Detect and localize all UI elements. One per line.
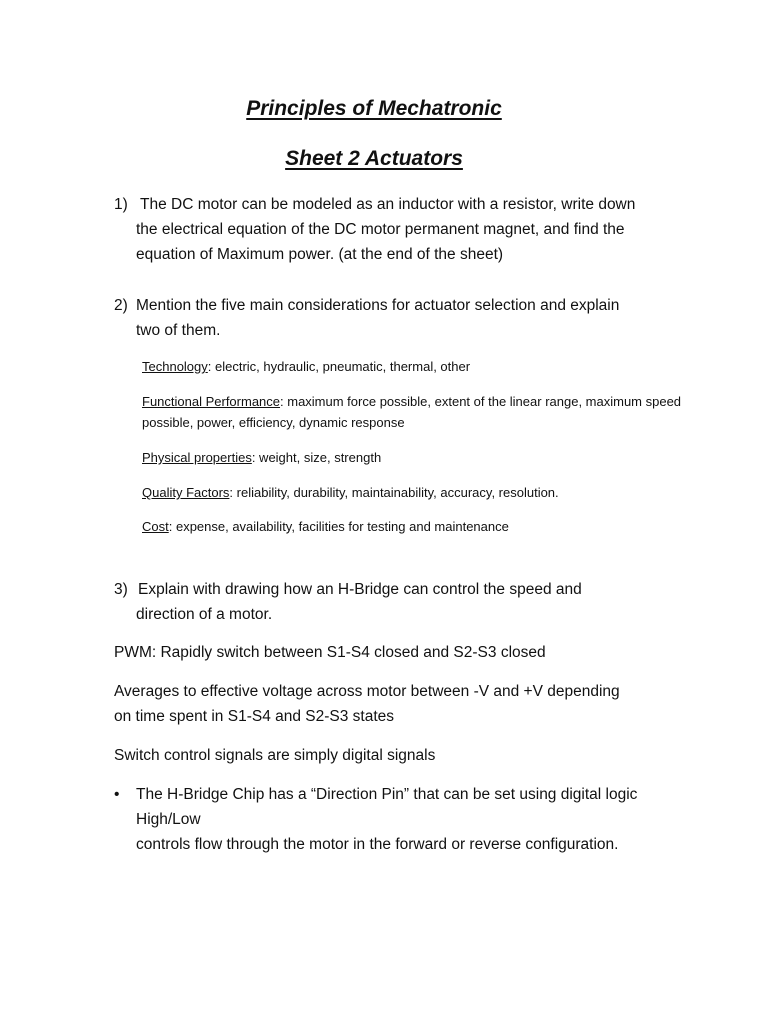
question-3-number: 3)	[114, 581, 128, 598]
question-2-line-2: two of them.	[136, 322, 221, 339]
averages-line-2: on time spent in S1-S4 and S2-S3 states	[114, 708, 395, 725]
bullet-line-1: The H-Bridge Chip has a “Direction Pin” that can be set using digital logic	[136, 786, 638, 803]
question-1-line-1: The DC motor can be modeled as an inductor with a resistor, write down	[140, 196, 636, 213]
question-1-line-3: equation of Maximum power. (at the end of the sheet)	[136, 246, 504, 263]
consideration-item	[142, 482, 702, 503]
sheet-subtitle: Sheet 2 Actuators	[285, 147, 463, 170]
question-1-line-2: the electrical equation of the DC motor permanent magnet, and find the	[136, 221, 625, 238]
consideration-text: : maximum force possible, extent of the linear range, maximum speed possible, power, efficiency, dynamic response	[142, 394, 682, 430]
consideration-item	[142, 447, 702, 468]
consideration-text: : expense, availability, facilities for testing and maintenance	[168, 519, 509, 534]
consideration-item	[142, 356, 702, 377]
consideration-label: Cost	[142, 519, 169, 534]
consideration-item	[142, 516, 702, 537]
question-3-line-1: Explain with drawing how an H-Bridge can control the speed and	[138, 581, 582, 598]
bullet-line-3: controls flow through the motor in the forward or reverse configuration.	[136, 836, 619, 853]
question-1-number: 1)	[114, 196, 128, 213]
bullet-line-2: High/Low	[136, 811, 201, 828]
averages-line-1: Averages to effective voltage across motor between -V and +V depending	[114, 683, 620, 700]
consideration-text: : reliability, durability, maintainability, accuracy, resolution.	[229, 485, 559, 500]
consideration-text: : electric, hydraulic, pneumatic, thermal, other	[207, 359, 471, 374]
question-2-line-1: Mention the five main considerations for actuator selection and explain	[136, 297, 620, 314]
switch-control-paragraph: Switch control signals are simply digital signals	[114, 747, 436, 764]
consideration-label: Functional Performance	[142, 394, 281, 409]
consideration-item	[142, 391, 702, 433]
consideration-label: Physical properties	[142, 450, 252, 465]
consideration-label: Quality Factors	[142, 485, 230, 500]
consideration-label: Technology	[142, 359, 208, 374]
bullet-icon: •	[114, 786, 120, 803]
question-2-number: 2)	[114, 297, 128, 314]
pwm-paragraph: PWM: Rapidly switch between S1-S4 closed and S2-S3 closed	[114, 644, 546, 661]
document-title: Principles of Mechatronic	[246, 97, 502, 120]
consideration-text: : weight, size, strength	[251, 450, 382, 465]
question-3-line-2: direction of a motor.	[136, 606, 273, 623]
